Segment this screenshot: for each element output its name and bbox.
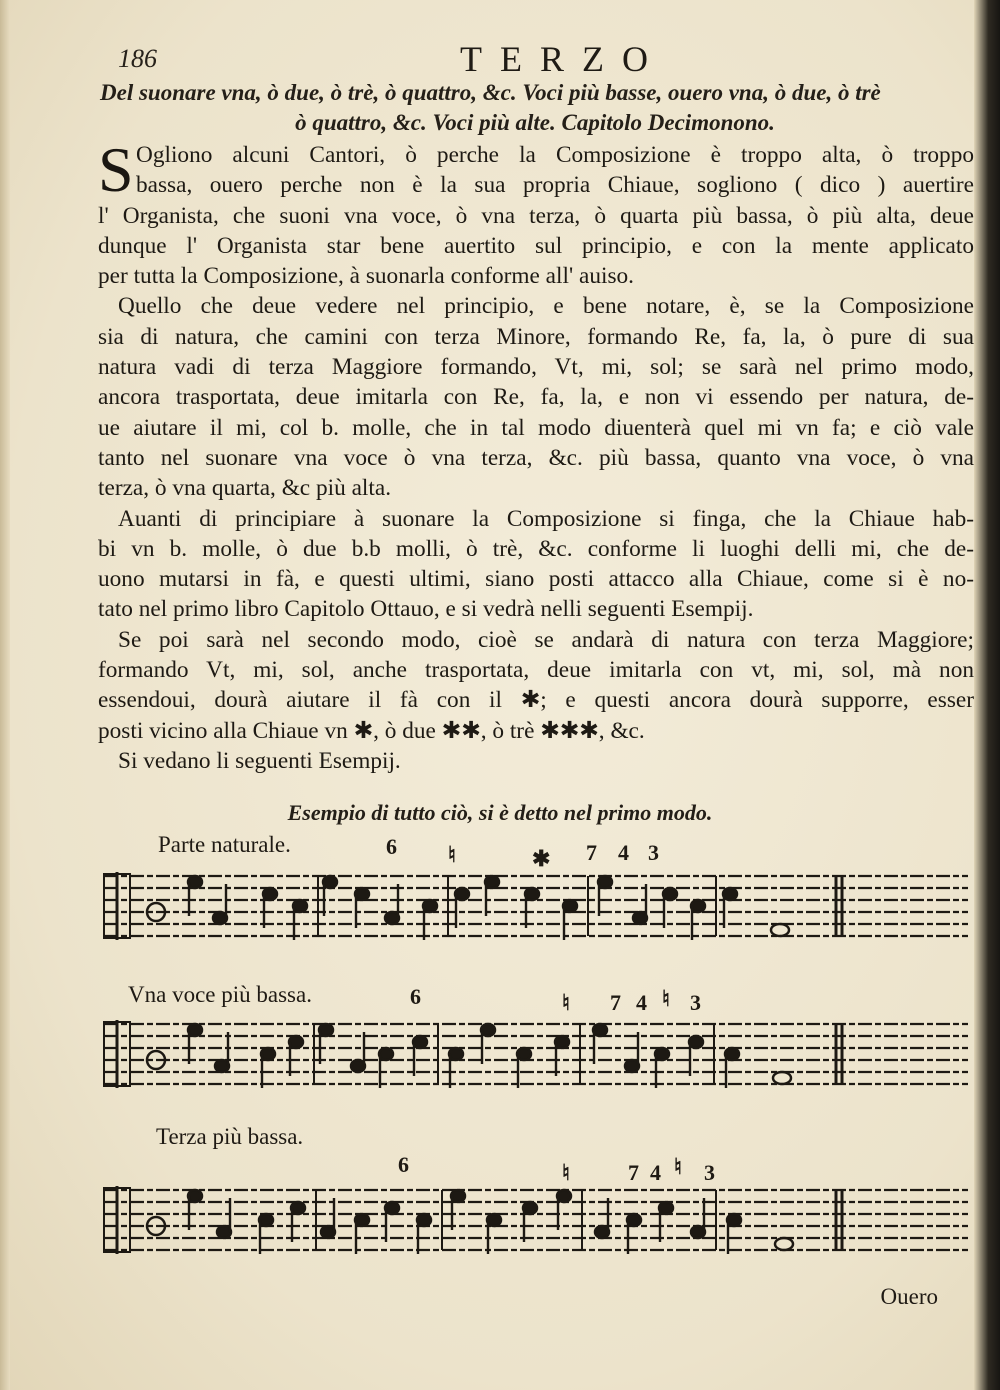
figured-bass-natural-sign: ♮	[448, 842, 456, 867]
text-line: Auanti di principiare à suonare la Composizione si finga, che la Chiaue hab-	[118, 505, 974, 532]
figured-bass-3: 3	[648, 840, 659, 865]
chapter-heading-line-2: ò quattro, &c. Voci più alte. Capitolo Decimonono.	[295, 110, 775, 135]
text-line: sia di natura, che camini con terza Minore, formando Re, fa, la, ò pure di sua	[98, 323, 974, 350]
staff-svg	[100, 1180, 972, 1262]
text-line: per tutta la Composizione, à suonarla conforme all' auiso.	[98, 263, 634, 290]
staff-svg	[100, 866, 972, 948]
text-line: tanto nel suonare vna voce ò vna terza, &c. più bassa, quanto vna voce, ò vna	[98, 444, 974, 471]
text-line: formando Vt, mi, sol, anche trasportata, deue imitarla con vt, mi, sol, mà non	[98, 657, 974, 684]
figured-bass-6: 6	[386, 834, 397, 859]
figured-bass-4: 4	[618, 840, 629, 865]
text-line: bassa, ouero perche non è la sua propria Chiaue, sogliono ( dico ) auertire	[136, 172, 974, 199]
staff-third-lower	[100, 1180, 972, 1262]
chapter-heading-line-1: Del suonare vna, ò due, ò trè, ò quattro, &c. Voci più basse, ouero vna, ò due, ò trè	[100, 80, 881, 105]
figured-bass-6: 6	[410, 984, 421, 1009]
page-edge-right	[974, 0, 1000, 1390]
drop-cap-initial: S	[98, 134, 134, 205]
figured-bass-7: 7	[628, 1160, 639, 1185]
staff-natural	[100, 866, 972, 948]
figured-bass-natural-sign: ♮	[674, 1154, 682, 1179]
page-number: 186	[118, 44, 157, 73]
text-line: posti vicino alla Chiaue vn ✱, ò due ✱✱, ò trè ✱✱✱, &c.	[98, 717, 645, 744]
figured-bass-3: 3	[704, 1160, 715, 1185]
note-head	[771, 924, 789, 936]
text-line: natura vadi di terza Maggiore formando, Vt, mi, sol; se sarà nel primo modo,	[98, 354, 974, 381]
text-line: dunque l' Organista star bene auertito sul principio, e con la mente applicato	[98, 232, 974, 259]
staff-label-one-voice-lower: Vna voce più bassa.	[128, 982, 312, 1007]
text-line: uono mutarsi in fà, e questi ultimi, siano posti attacco alla Chiaue, come si è no-	[98, 566, 974, 593]
text-line: terza, ò vna quarta, &c più alta.	[98, 475, 392, 502]
figured-bass-4: 4	[636, 990, 647, 1015]
staff-one-voice-lower	[100, 1014, 972, 1096]
running-title: TERZO	[460, 39, 666, 79]
text-line: l' Organista, che suoni vna voce, ò vna terza, ò quarta più bassa, ò più alta, deue	[98, 202, 974, 229]
opening-paragraph	[98, 134, 974, 205]
text-line: Quello che deue vedere nel principio, e bene notare, è, se la Composizione	[118, 293, 974, 320]
figured-bass-natural-sign: ♮	[662, 986, 670, 1011]
figured-bass-natural-sign: ♮	[562, 990, 570, 1015]
figured-bass-sharp-sign: ✱	[532, 846, 551, 871]
text-line: Si vedano li seguenti Esempij.	[118, 747, 401, 774]
catchword: Ouero	[880, 1284, 938, 1309]
note-head	[773, 1072, 791, 1084]
staff-label-natural: Parte naturale.	[158, 832, 291, 857]
staff-label-third-lower: Terza più bassa.	[156, 1124, 304, 1149]
text-line: ancora trasportata, deue imitarla con Re, fa, la, e non vi essendo per natura, de-	[98, 384, 974, 411]
text-line: essendoui, dourà aiutare il fà con il ✱; e questi ancora dourà supporre, esser	[98, 687, 974, 714]
figured-bass-6: 6	[398, 1152, 409, 1177]
example-title: Esempio di tutto ciò, si è detto nel primo modo.	[287, 800, 713, 825]
body-text	[98, 134, 974, 776]
note-head	[775, 1238, 793, 1250]
page-gutter-left	[0, 0, 10, 1390]
figured-bass-4: 4	[650, 1160, 661, 1185]
staff-svg	[100, 1014, 972, 1096]
text-line: Se poi sarà nel secondo modo, cioè se andarà di natura con terza Maggiore;	[118, 626, 974, 653]
text-line: ue aiutare il mi, col b. molle, che in tal modo diuenterà quel mi vn fa; e ciò vale	[98, 414, 974, 441]
text-line: Ogliono alcuni Cantori, ò perche la Composizione è troppo alta, ò troppo	[136, 142, 974, 168]
text-line: tato nel primo libro Capitolo Ottauo, e si vedrà nelli seguenti Esempij.	[98, 596, 754, 623]
figured-bass-7: 7	[586, 840, 597, 865]
figured-bass-natural-sign: ♮	[562, 1160, 570, 1185]
figured-bass-3: 3	[690, 990, 701, 1015]
figured-bass-7: 7	[610, 990, 621, 1015]
text-line: bi vn b. molle, ò due b.b molli, ò trè, &c. conforme li luoghi delli mi, che de-	[98, 535, 974, 562]
